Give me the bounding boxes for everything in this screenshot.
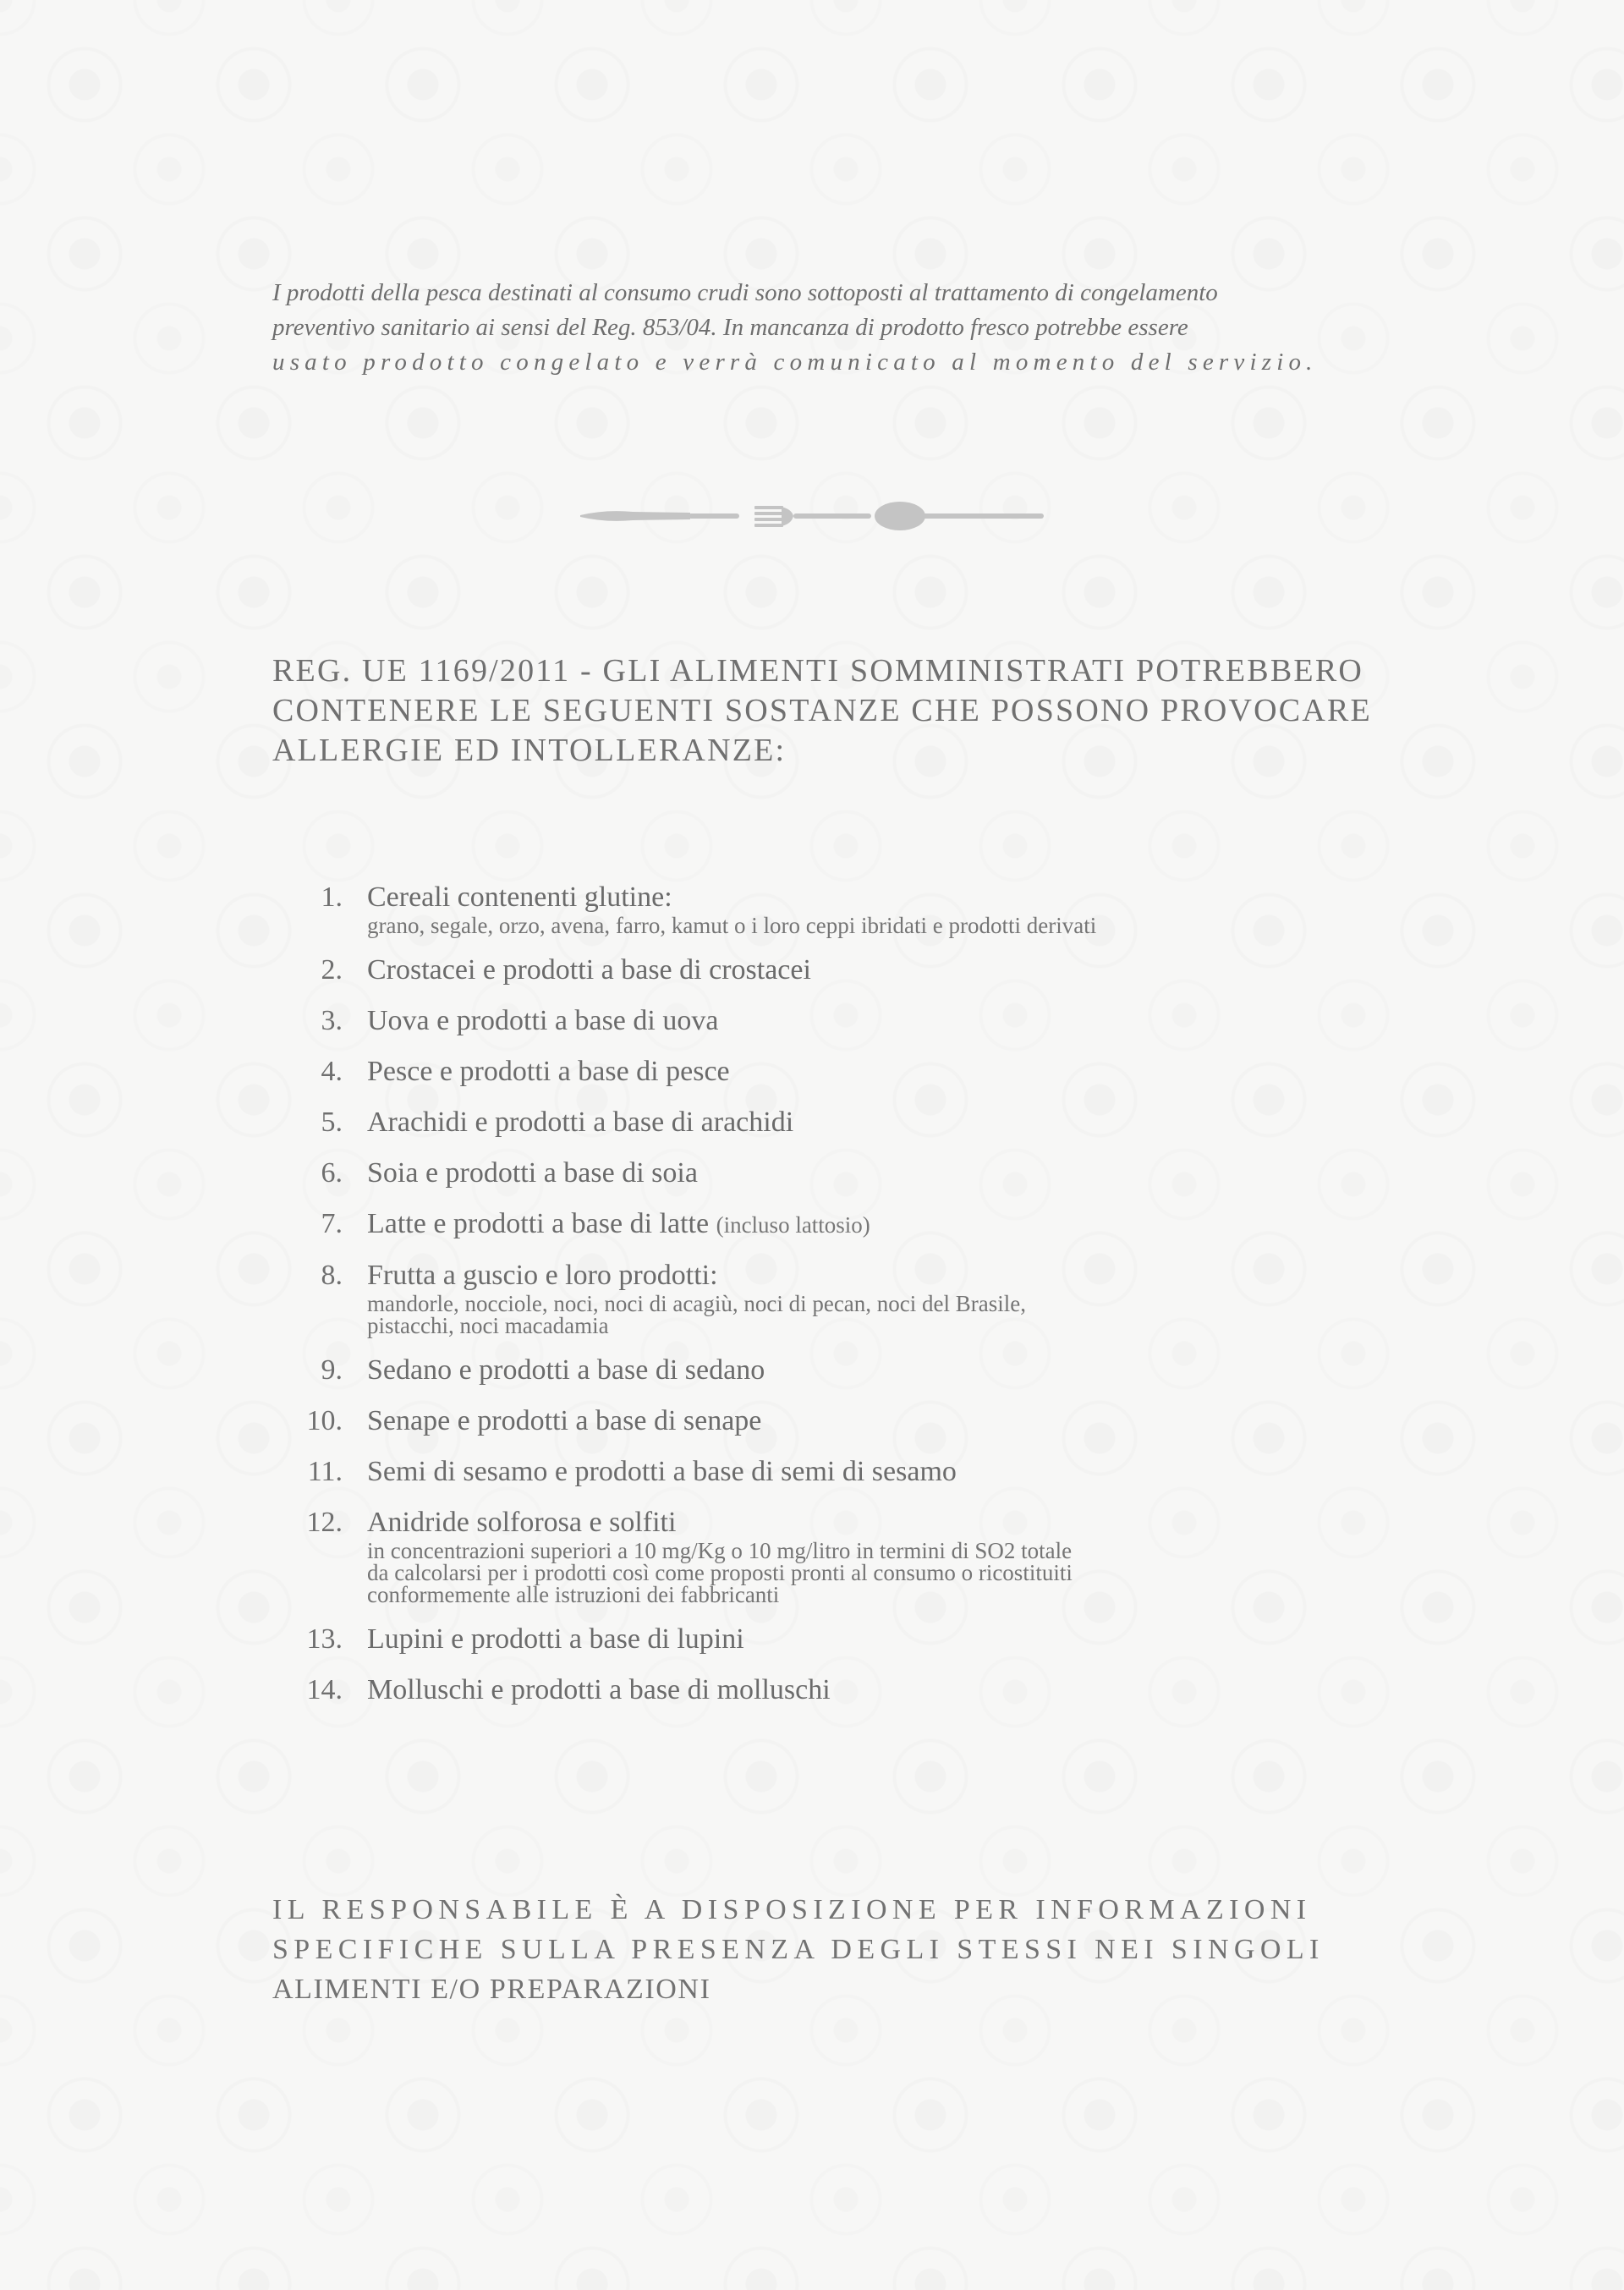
allergen-title-line — [367, 1206, 1328, 1243]
regulation-heading-line-2: CONTENERE LE SEGUENTI SOSTANZE CHE POSSONO PROVOCARE — [272, 693, 1372, 728]
regulation-heading-line-1: REG. UE 1169/2011 - GLI ALIMENTI SOMMINISTRATI POTREBBERO — [272, 653, 1364, 689]
allergen-number: 13. — [306, 1623, 343, 1655]
raw-fish-notice-line-3: usato prodotto congelato e verrà comunicato al momento del servizio. — [272, 349, 1318, 376]
raw-fish-notice-line-1: I prodotti della pesca destinati al consumo crudi sono sottoposti al trattamento di congelamento — [272, 279, 1218, 306]
allergen-title: Sedano e prodotti a base di sedano — [367, 1354, 765, 1386]
allergen-detail: da calcolarsi per i prodotti così come proposti pronti al consumo o ricostituiti — [367, 1560, 1073, 1585]
allergen-number: 8. — [321, 1260, 343, 1291]
allergen-title-line — [367, 1622, 1328, 1657]
cutlery-divider — [580, 499, 1044, 535]
allergen-title: Frutta a guscio e loro prodotti: — [367, 1260, 718, 1291]
allergen-item — [296, 1622, 1328, 1657]
allergen-title-line — [367, 1054, 1328, 1090]
allergen-item — [296, 1505, 1328, 1606]
allergen-number: 7. — [321, 1208, 343, 1239]
allergen-title-line — [367, 1105, 1328, 1140]
allergen-number: 1. — [321, 881, 343, 913]
allergen-item — [296, 1258, 1328, 1337]
allergen-title: Cereali contenenti glutine: — [367, 881, 672, 913]
allergen-title: Soia e prodotti a base di soia — [367, 1157, 698, 1189]
allergen-title-line — [367, 1672, 1328, 1708]
allergen-title: Senape e prodotti a base di senape — [367, 1405, 762, 1436]
allergen-item — [296, 1454, 1328, 1490]
allergen-title-line — [367, 953, 1328, 988]
allergen-title: Arachidi e prodotti a base di arachidi — [367, 1107, 794, 1138]
allergen-title-line — [367, 1258, 1328, 1293]
allergen-number: 12. — [306, 1507, 343, 1538]
allergen-number: 4. — [321, 1056, 343, 1087]
allergen-title: Anidride solforosa e solfiti — [367, 1507, 677, 1538]
raw-fish-notice — [272, 276, 1352, 380]
spoon-icon — [875, 502, 1044, 530]
allergen-item — [296, 880, 1328, 937]
regulation-heading — [272, 651, 1372, 771]
allergen-title-line — [367, 1156, 1328, 1191]
allergen-item — [296, 953, 1328, 988]
allergen-number: 2. — [321, 954, 343, 986]
allergen-title-line — [367, 1505, 1328, 1540]
allergen-title-line — [367, 1353, 1328, 1388]
fork-icon — [754, 506, 871, 527]
allergen-title: Pesce e prodotti a base di pesce — [367, 1056, 730, 1087]
allergen-number: 14. — [306, 1674, 343, 1705]
allergen-number: 9. — [321, 1354, 343, 1386]
allergen-detail: in concentrazioni superiori a 10 mg/Kg o 10 mg/litro in termini di SO2 totale — [367, 1538, 1073, 1563]
allergen-list — [296, 880, 1328, 1723]
allergen-title-line — [367, 1403, 1328, 1439]
allergen-item — [296, 1403, 1328, 1439]
allergen-item — [296, 1156, 1328, 1191]
allergen-title: Crostacei e prodotti a base di crostacei — [367, 954, 811, 986]
allergen-title-line — [367, 1003, 1328, 1039]
allergen-title-line — [367, 1454, 1328, 1490]
knife-icon — [580, 511, 739, 521]
allergen-item — [296, 1672, 1328, 1708]
responsible-notice — [272, 1890, 1352, 2009]
allergen-number: 11. — [307, 1456, 343, 1487]
responsible-notice-line-3: ALIMENTI E/O PREPARAZIONI — [272, 1974, 711, 2005]
allergen-detail: pistacchi, noci macadamia — [367, 1313, 609, 1338]
allergen-item — [296, 1003, 1328, 1039]
allergen-number: 3. — [321, 1005, 343, 1036]
allergen-number: 5. — [321, 1107, 343, 1138]
allergen-detail: grano, segale, orzo, avena, farro, kamut o i loro ceppi ibridati e prodotti derivati — [367, 913, 1097, 938]
allergen-number: 10. — [306, 1405, 343, 1436]
allergen-item — [296, 1206, 1328, 1243]
raw-fish-notice-line-2: preventivo sanitario ai sensi del Reg. 853/04. In mancanza di prodotto fresco potrebbe essere — [272, 314, 1188, 341]
allergen-title: Latte e prodotti a base di latte — [367, 1208, 710, 1239]
responsible-notice-line-2: SPECIFICHE SULLA PRESENZA DEGLI STESSI NEI SINGOLI — [272, 1934, 1325, 1965]
allergen-item — [296, 1105, 1328, 1140]
allergen-detail: conformemente alle istruzioni dei fabbricanti — [367, 1582, 780, 1607]
allergen-title: Uova e prodotti a base di uova — [367, 1005, 719, 1036]
regulation-heading-line-3: ALLERGIE ED INTOLLERANZE: — [272, 733, 787, 768]
allergen-title: Lupini e prodotti a base di lupini — [367, 1623, 744, 1655]
allergen-title: Semi di sesamo e prodotti a base di semi di sesamo — [367, 1456, 957, 1487]
allergen-item — [296, 1054, 1328, 1090]
allergen-item — [296, 1353, 1328, 1388]
allergen-title: Molluschi e prodotti a base di molluschi — [367, 1674, 831, 1705]
allergen-note: (incluso lattosio) — [716, 1212, 870, 1238]
allergen-number: 6. — [321, 1157, 343, 1189]
allergen-title-line — [367, 880, 1328, 915]
responsible-notice-line-1: IL RESPONSABILE È A DISPOSIZIONE PER INFORMAZIONI — [272, 1894, 1312, 1925]
allergen-detail: mandorle, nocciole, noci, noci di acagiù, noci di pecan, noci del Brasile, — [367, 1291, 1026, 1316]
